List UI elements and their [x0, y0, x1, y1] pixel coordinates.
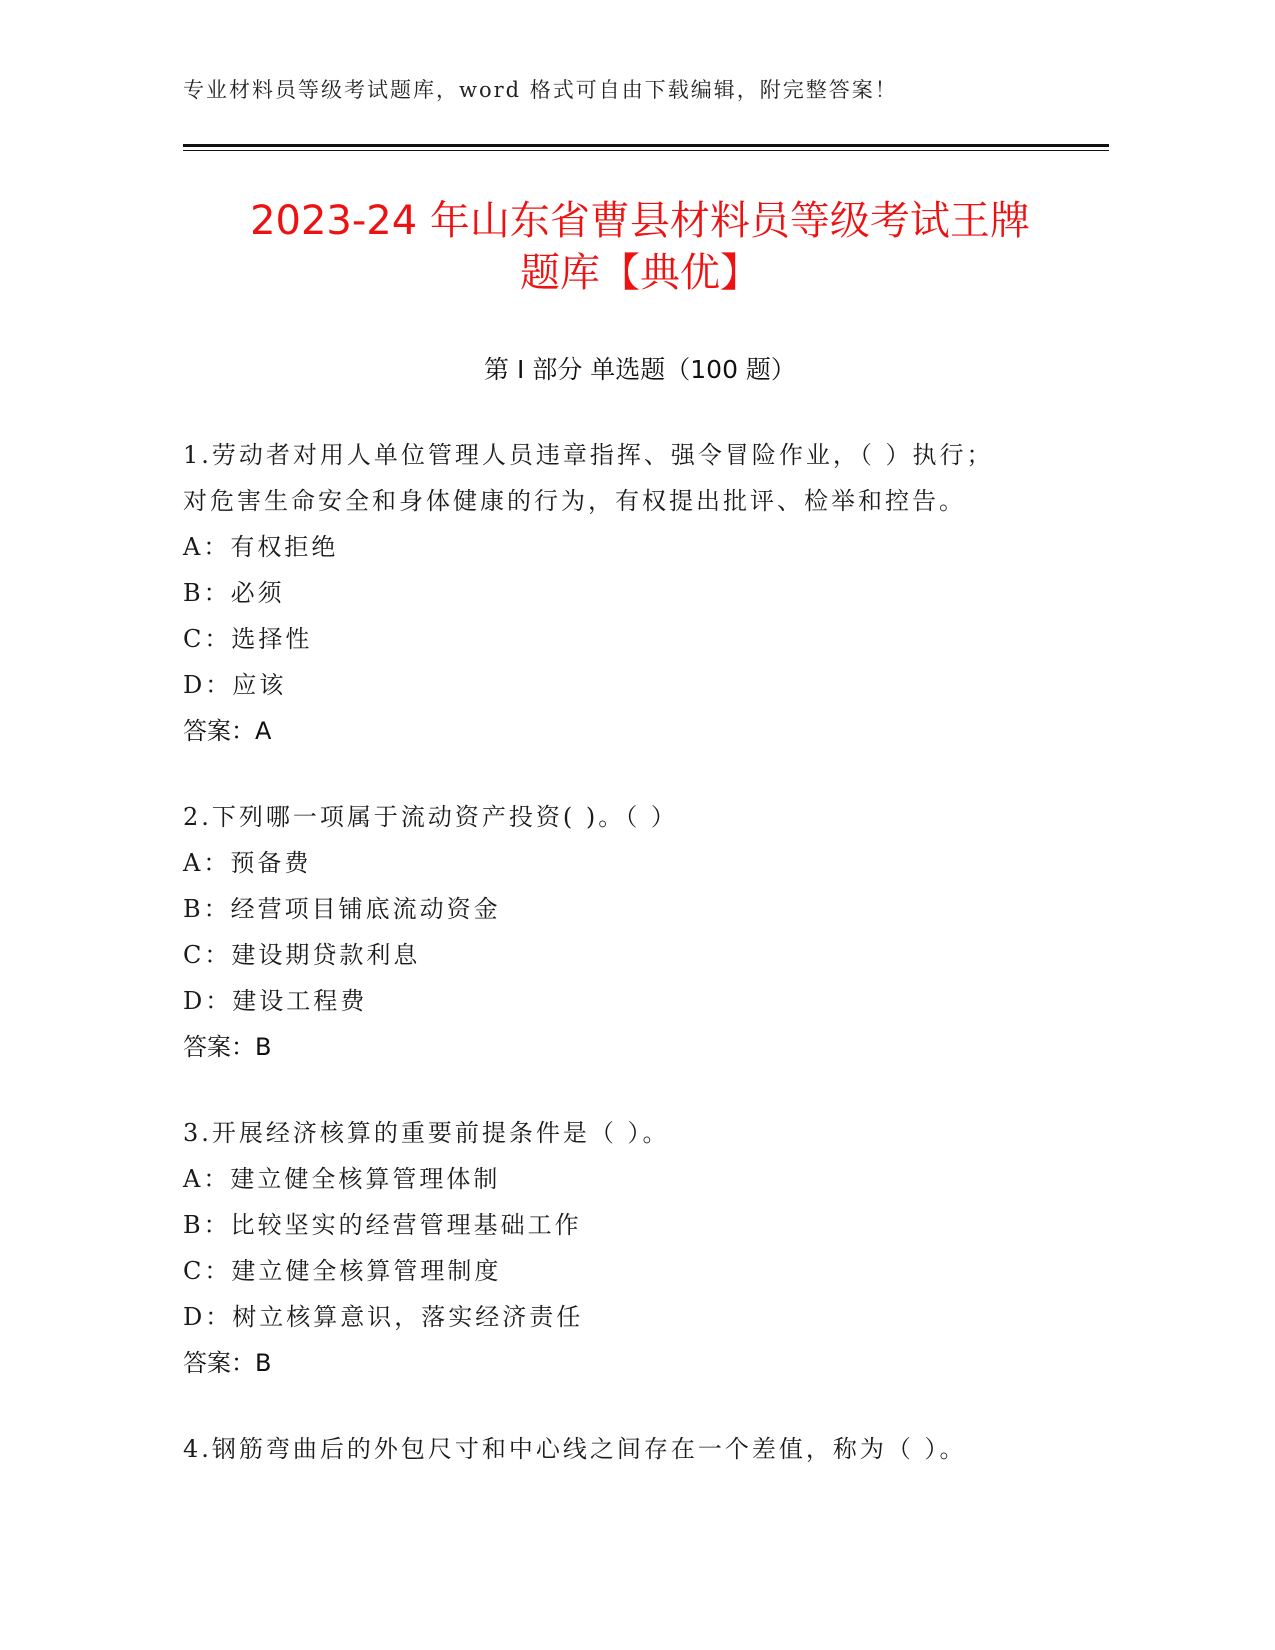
option-b: B：必须 — [183, 579, 285, 607]
question-2 — [183, 794, 1083, 1070]
header-note: 专业材料员等级考试题库，word 格式可自由下载编辑，附完整答案！ — [183, 78, 898, 102]
document-title-line-2: 题库【典优】 — [520, 250, 760, 296]
question-1 — [183, 432, 1083, 754]
answer: 答案：B — [183, 1033, 272, 1061]
question-stem: 2.下列哪一项属于流动资产投资( )。（ ） — [183, 803, 678, 831]
option-a: A：建立健全核算管理体制 — [183, 1165, 501, 1193]
option-c: C：建立健全核算管理制度 — [183, 1257, 502, 1285]
header-divider-thick — [183, 144, 1109, 147]
question-stem-continued: 对危害生命安全和身体健康的行为，有权提出批评、检举和控告。 — [183, 487, 966, 515]
question-stem: 1.劳动者对用人单位管理人员违章指挥、强令冒险作业，（ ）执行； — [183, 441, 994, 469]
document-title-line-1: 2023-24 年山东省曹县材料员等级考试王牌 — [250, 198, 1030, 244]
option-b: B：比较坚实的经营管理基础工作 — [183, 1211, 582, 1239]
document-title — [140, 195, 1140, 299]
option-b: B：经营项目铺底流动资金 — [183, 895, 501, 923]
section-title: 第 I 部分 单选题（100 题） — [484, 355, 796, 384]
header-divider-thin — [183, 150, 1109, 151]
question-stem: 3.开展经济核算的重要前提条件是（ ）。 — [183, 1119, 670, 1147]
answer: 答案：A — [183, 717, 272, 745]
option-d: D：应该 — [183, 671, 287, 699]
option-d: D：建设工程费 — [183, 987, 368, 1015]
question-list — [183, 432, 1083, 1512]
option-d: D：树立核算意识，落实经济责任 — [183, 1303, 584, 1331]
question-stem: 4.钢筋弯曲后的外包尺寸和中心线之间存在一个差值，称为（ ）。 — [183, 1435, 967, 1463]
option-a: A：有权拒绝 — [183, 533, 339, 561]
question-4 — [183, 1426, 1083, 1472]
question-3 — [183, 1110, 1083, 1386]
option-c: C：选择性 — [183, 625, 313, 653]
answer: 答案：B — [183, 1349, 272, 1377]
option-c: C：建设期贷款利息 — [183, 941, 421, 969]
option-a: A：预备费 — [183, 849, 312, 877]
